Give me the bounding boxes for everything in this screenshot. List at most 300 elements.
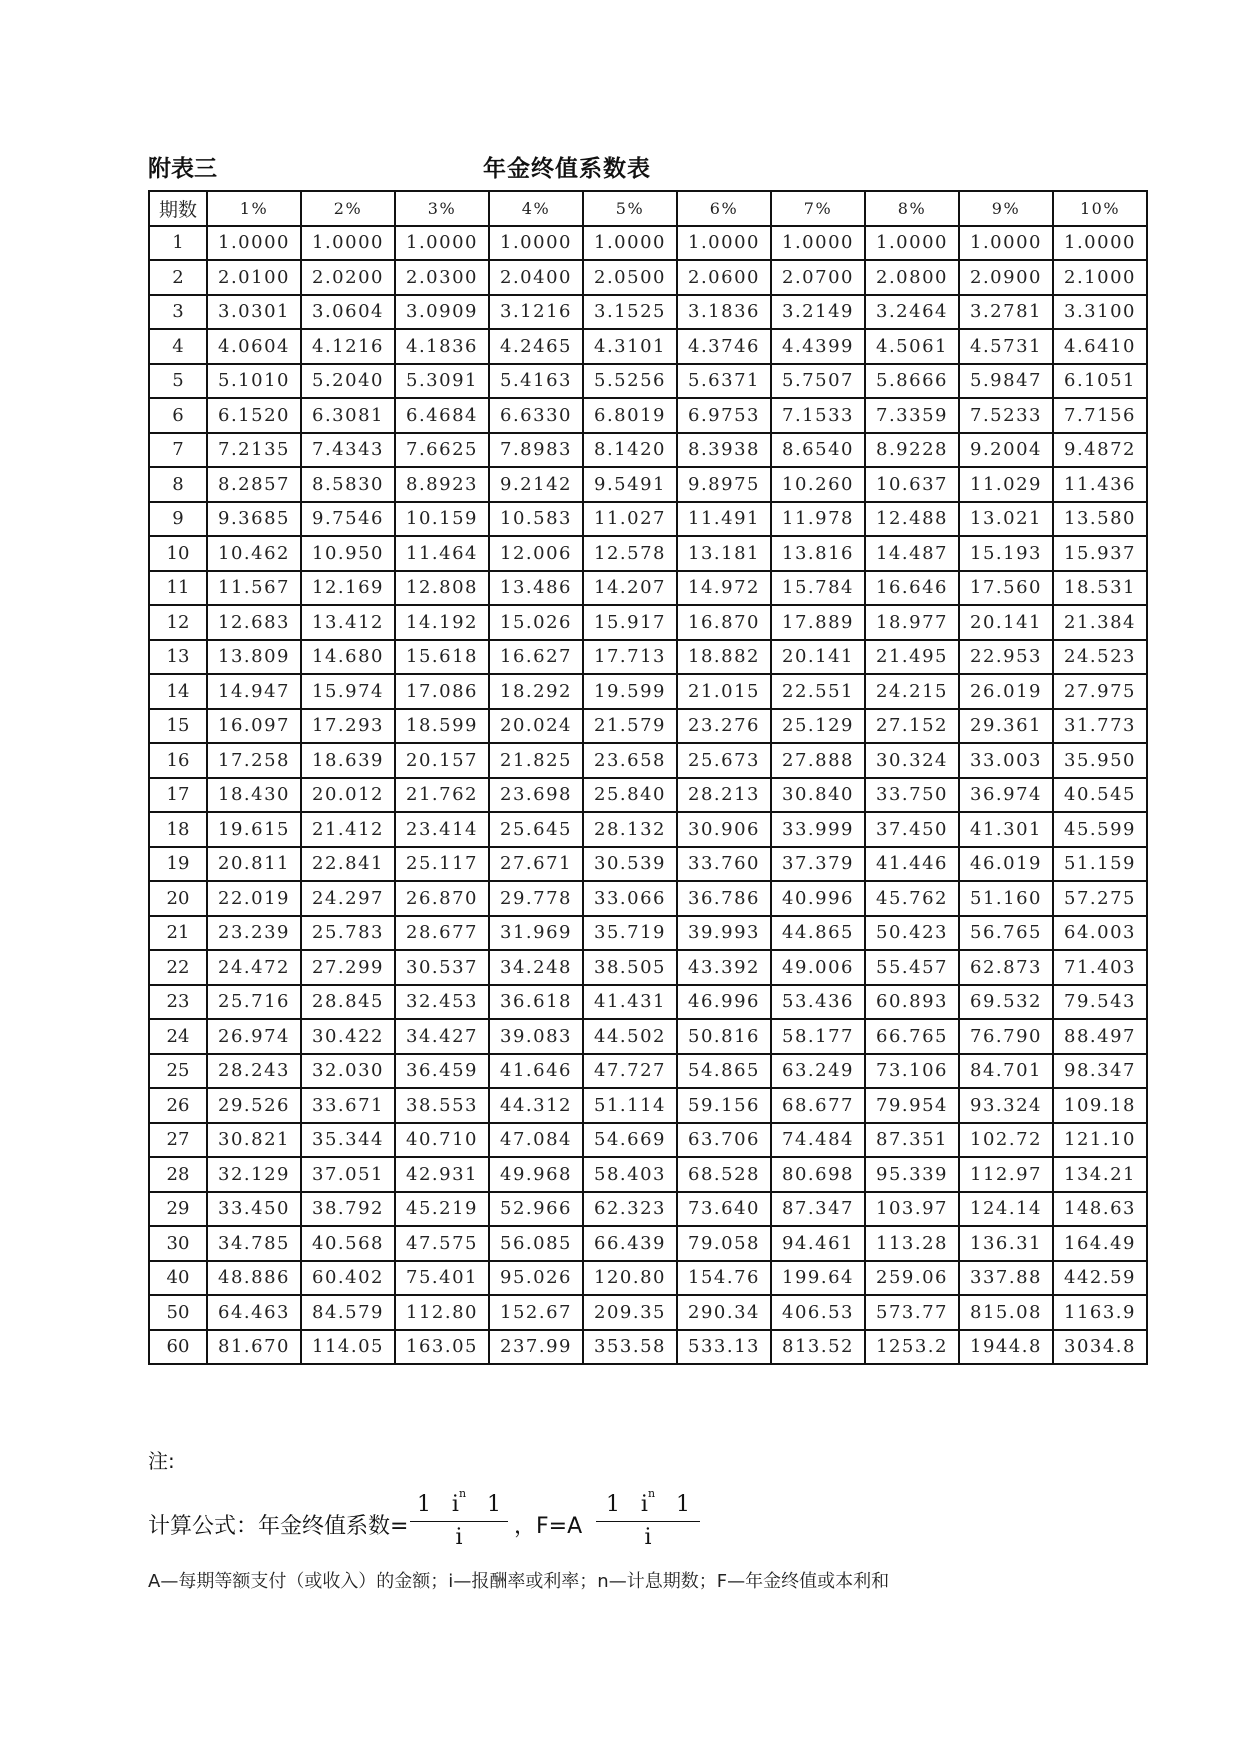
period-cell: 10 bbox=[149, 536, 207, 571]
factor-cell: 40.996 bbox=[771, 881, 865, 916]
table-row bbox=[149, 709, 1147, 744]
factor-cell: 2.0200 bbox=[301, 260, 395, 295]
factor-cell: 38.553 bbox=[395, 1088, 489, 1123]
factor-cell: 23.658 bbox=[583, 743, 677, 778]
factor-cell: 25.783 bbox=[301, 916, 395, 951]
table-row bbox=[149, 295, 1147, 330]
factor-cell: 2.0600 bbox=[677, 260, 771, 295]
factor-cell: 34.785 bbox=[207, 1226, 301, 1261]
factor-cell: 76.790 bbox=[959, 1019, 1053, 1054]
fraction-bar-2 bbox=[596, 1521, 700, 1522]
factor-cell: 15.917 bbox=[583, 605, 677, 640]
factor-cell: 5.3091 bbox=[395, 364, 489, 399]
period-cell: 9 bbox=[149, 502, 207, 537]
period-cell: 23 bbox=[149, 985, 207, 1020]
factor-cell: 4.3746 bbox=[677, 329, 771, 364]
table-row bbox=[149, 398, 1147, 433]
factor-cell: 337.88 bbox=[959, 1261, 1053, 1296]
factor-cell: 13.486 bbox=[489, 571, 583, 606]
factor-cell: 9.3685 bbox=[207, 502, 301, 537]
factor-cell: 5.6371 bbox=[677, 364, 771, 399]
factor-cell: 26.870 bbox=[395, 881, 489, 916]
factor-cell: 18.882 bbox=[677, 640, 771, 675]
factor-cell: 1.0000 bbox=[677, 226, 771, 261]
period-cell: 5 bbox=[149, 364, 207, 399]
factor-cell: 40.710 bbox=[395, 1123, 489, 1158]
factor-cell: 442.59 bbox=[1053, 1261, 1147, 1296]
factor-cell: 6.4684 bbox=[395, 398, 489, 433]
factor-cell: 44.865 bbox=[771, 916, 865, 951]
numerator-term-3: 1 bbox=[605, 1492, 620, 1517]
table-row bbox=[149, 778, 1147, 813]
factor-cell: 14.680 bbox=[301, 640, 395, 675]
table-row bbox=[149, 950, 1147, 985]
factor-cell: 28.132 bbox=[583, 812, 677, 847]
table-row bbox=[149, 536, 1147, 571]
factor-cell: 46.019 bbox=[959, 847, 1053, 882]
factor-cell: 25.673 bbox=[677, 743, 771, 778]
factor-cell: 74.484 bbox=[771, 1123, 865, 1158]
factor-cell: 15.974 bbox=[301, 674, 395, 709]
factor-cell: 12.808 bbox=[395, 571, 489, 606]
table-row bbox=[149, 1019, 1147, 1054]
factor-cell: 30.539 bbox=[583, 847, 677, 882]
factor-cell: 27.299 bbox=[301, 950, 395, 985]
factor-cell: 23.414 bbox=[395, 812, 489, 847]
factor-cell: 64.003 bbox=[1053, 916, 1147, 951]
factor-cell: 20.811 bbox=[207, 847, 301, 882]
factor-cell: 25.129 bbox=[771, 709, 865, 744]
factor-cell: 49.968 bbox=[489, 1157, 583, 1192]
factor-cell: 5.9847 bbox=[959, 364, 1053, 399]
factor-cell: 8.9228 bbox=[865, 433, 959, 468]
factor-cell: 12.488 bbox=[865, 502, 959, 537]
numerator-term-2: 1 bbox=[487, 1492, 502, 1517]
table-row bbox=[149, 1123, 1147, 1158]
factor-cell: 1.0000 bbox=[1053, 226, 1147, 261]
factor-cell: 15.937 bbox=[1053, 536, 1147, 571]
factor-cell: 3.1216 bbox=[489, 295, 583, 330]
factor-cell: 3.2149 bbox=[771, 295, 865, 330]
factor-cell: 19.599 bbox=[583, 674, 677, 709]
factor-cell: 7.5233 bbox=[959, 398, 1053, 433]
fraction-bar-1 bbox=[410, 1521, 508, 1522]
table-row bbox=[149, 847, 1147, 882]
factor-cell: 1.0000 bbox=[301, 226, 395, 261]
factor-cell: 1163.9 bbox=[1053, 1295, 1147, 1330]
factor-cell: 38.505 bbox=[583, 950, 677, 985]
factor-cell: 121.10 bbox=[1053, 1123, 1147, 1158]
table-row bbox=[149, 467, 1147, 502]
factor-cell: 28.677 bbox=[395, 916, 489, 951]
factor-cell: 7.1533 bbox=[771, 398, 865, 433]
table-row bbox=[149, 1088, 1147, 1123]
factor-cell: 13.809 bbox=[207, 640, 301, 675]
formula-denominator-2: i bbox=[644, 1525, 652, 1550]
factor-cell: 11.491 bbox=[677, 502, 771, 537]
factor-cell: 112.97 bbox=[959, 1157, 1053, 1192]
factor-cell: 27.671 bbox=[489, 847, 583, 882]
factor-cell: 4.1216 bbox=[301, 329, 395, 364]
factor-cell: 9.2142 bbox=[489, 467, 583, 502]
factor-cell: 9.8975 bbox=[677, 467, 771, 502]
period-cell: 40 bbox=[149, 1261, 207, 1296]
factor-cell: 2.0900 bbox=[959, 260, 1053, 295]
factor-cell: 38.792 bbox=[301, 1192, 395, 1227]
factor-cell: 13.816 bbox=[771, 536, 865, 571]
factor-cell: 8.6540 bbox=[771, 433, 865, 468]
factor-cell: 1944.8 bbox=[959, 1330, 1053, 1365]
factor-cell: 44.502 bbox=[583, 1019, 677, 1054]
period-cell: 15 bbox=[149, 709, 207, 744]
rate-column-header: 4% bbox=[489, 191, 583, 226]
rate-column-header: 9% bbox=[959, 191, 1053, 226]
note-label: 注: bbox=[148, 1449, 175, 1473]
factor-cell: 4.5731 bbox=[959, 329, 1053, 364]
factor-cell: 55.457 bbox=[865, 950, 959, 985]
factor-cell: 63.249 bbox=[771, 1054, 865, 1089]
factor-cell: 14.207 bbox=[583, 571, 677, 606]
factor-cell: 35.719 bbox=[583, 916, 677, 951]
factor-cell: 25.840 bbox=[583, 778, 677, 813]
factor-cell: 79.954 bbox=[865, 1088, 959, 1123]
factor-cell: 41.446 bbox=[865, 847, 959, 882]
period-cell: 3 bbox=[149, 295, 207, 330]
table-row bbox=[149, 226, 1147, 261]
factor-cell: 51.114 bbox=[583, 1088, 677, 1123]
factor-cell: 164.49 bbox=[1053, 1226, 1147, 1261]
factor-cell: 163.05 bbox=[395, 1330, 489, 1365]
table-row bbox=[149, 985, 1147, 1020]
period-cell: 27 bbox=[149, 1123, 207, 1158]
period-cell: 24 bbox=[149, 1019, 207, 1054]
factor-cell: 44.312 bbox=[489, 1088, 583, 1123]
factor-cell: 5.7507 bbox=[771, 364, 865, 399]
factor-cell: 11.464 bbox=[395, 536, 489, 571]
factor-cell: 15.784 bbox=[771, 571, 865, 606]
table-row bbox=[149, 329, 1147, 364]
factor-cell: 8.2857 bbox=[207, 467, 301, 502]
table-row bbox=[149, 674, 1147, 709]
factor-cell: 56.765 bbox=[959, 916, 1053, 951]
factor-cell: 95.026 bbox=[489, 1261, 583, 1296]
factor-cell: 18.531 bbox=[1053, 571, 1147, 606]
factor-cell: 94.461 bbox=[771, 1226, 865, 1261]
factor-cell: 36.618 bbox=[489, 985, 583, 1020]
factor-cell: 20.012 bbox=[301, 778, 395, 813]
factor-cell: 9.5491 bbox=[583, 467, 677, 502]
factor-cell: 29.361 bbox=[959, 709, 1053, 744]
period-cell: 21 bbox=[149, 916, 207, 951]
period-cell: 8 bbox=[149, 467, 207, 502]
factor-cell: 16.097 bbox=[207, 709, 301, 744]
table-row bbox=[149, 433, 1147, 468]
table-row bbox=[149, 743, 1147, 778]
factor-cell: 11.027 bbox=[583, 502, 677, 537]
factor-cell: 1.0000 bbox=[865, 226, 959, 261]
numerator-exponent-1: n bbox=[458, 1487, 467, 1500]
factor-cell: 47.084 bbox=[489, 1123, 583, 1158]
table-row bbox=[149, 1330, 1147, 1365]
factor-cell: 20.157 bbox=[395, 743, 489, 778]
table-row bbox=[149, 605, 1147, 640]
factor-cell: 13.181 bbox=[677, 536, 771, 571]
table-row bbox=[149, 1157, 1147, 1192]
factor-cell: 66.439 bbox=[583, 1226, 677, 1261]
numerator-rate-1: i bbox=[451, 1492, 459, 1517]
factor-cell: 21.384 bbox=[1053, 605, 1147, 640]
factor-cell: 199.64 bbox=[771, 1261, 865, 1296]
factor-cell: 17.086 bbox=[395, 674, 489, 709]
factor-cell: 16.870 bbox=[677, 605, 771, 640]
formula-denominator-1: i bbox=[455, 1525, 463, 1550]
factor-cell: 4.1836 bbox=[395, 329, 489, 364]
factor-cell: 25.716 bbox=[207, 985, 301, 1020]
period-cell: 12 bbox=[149, 605, 207, 640]
factor-cell: 8.1420 bbox=[583, 433, 677, 468]
factor-cell: 290.34 bbox=[677, 1295, 771, 1330]
factor-cell: 22.551 bbox=[771, 674, 865, 709]
factor-cell: 93.324 bbox=[959, 1088, 1053, 1123]
factor-cell: 17.293 bbox=[301, 709, 395, 744]
factor-cell: 71.403 bbox=[1053, 950, 1147, 985]
rate-column-header: 3% bbox=[395, 191, 489, 226]
factor-cell: 3.0301 bbox=[207, 295, 301, 330]
factor-cell: 79.058 bbox=[677, 1226, 771, 1261]
factor-cell: 8.8923 bbox=[395, 467, 489, 502]
factor-cell: 12.169 bbox=[301, 571, 395, 606]
factor-cell: 152.67 bbox=[489, 1295, 583, 1330]
factor-cell: 3.0604 bbox=[301, 295, 395, 330]
factor-cell: 32.453 bbox=[395, 985, 489, 1020]
factor-cell: 4.3101 bbox=[583, 329, 677, 364]
factor-cell: 47.575 bbox=[395, 1226, 489, 1261]
factor-cell: 64.463 bbox=[207, 1295, 301, 1330]
notes-section bbox=[148, 1445, 1148, 1592]
factor-cell: 12.683 bbox=[207, 605, 301, 640]
factor-cell: 3034.8 bbox=[1053, 1330, 1147, 1365]
factor-cell: 4.5061 bbox=[865, 329, 959, 364]
factor-cell: 20.141 bbox=[771, 640, 865, 675]
factor-cell: 2.0100 bbox=[207, 260, 301, 295]
rate-column-header: 1% bbox=[207, 191, 301, 226]
table-row bbox=[149, 571, 1147, 606]
factor-cell: 10.260 bbox=[771, 467, 865, 502]
factor-cell: 33.671 bbox=[301, 1088, 395, 1123]
factor-cell: 7.2135 bbox=[207, 433, 301, 468]
factor-cell: 36.974 bbox=[959, 778, 1053, 813]
factor-cell: 32.030 bbox=[301, 1054, 395, 1089]
rate-column-header: 10% bbox=[1053, 191, 1147, 226]
factor-cell: 16.646 bbox=[865, 571, 959, 606]
factor-cell: 87.351 bbox=[865, 1123, 959, 1158]
period-cell: 14 bbox=[149, 674, 207, 709]
factor-cell: 9.2004 bbox=[959, 433, 1053, 468]
factor-cell: 33.999 bbox=[771, 812, 865, 847]
factor-cell: 13.412 bbox=[301, 605, 395, 640]
factor-cell: 12.006 bbox=[489, 536, 583, 571]
factor-cell: 21.762 bbox=[395, 778, 489, 813]
factor-cell: 79.543 bbox=[1053, 985, 1147, 1020]
factor-cell: 45.219 bbox=[395, 1192, 489, 1227]
factor-cell: 6.8019 bbox=[583, 398, 677, 433]
factor-cell: 23.276 bbox=[677, 709, 771, 744]
appendix-label: 附表三 bbox=[148, 156, 217, 182]
numerator-rate-2: i bbox=[640, 1492, 648, 1517]
factor-cell: 54.669 bbox=[583, 1123, 677, 1158]
factor-cell: 28.243 bbox=[207, 1054, 301, 1089]
factor-cell: 18.599 bbox=[395, 709, 489, 744]
factor-cell: 10.159 bbox=[395, 502, 489, 537]
factor-cell: 6.1520 bbox=[207, 398, 301, 433]
factor-cell: 3.2464 bbox=[865, 295, 959, 330]
table-row bbox=[149, 1192, 1147, 1227]
factor-cell: 84.579 bbox=[301, 1295, 395, 1330]
period-cell: 19 bbox=[149, 847, 207, 882]
factor-cell: 45.762 bbox=[865, 881, 959, 916]
factor-cell: 9.7546 bbox=[301, 502, 395, 537]
period-cell: 30 bbox=[149, 1226, 207, 1261]
formula-fraction-1 bbox=[410, 1487, 508, 1557]
factor-cell: 27.888 bbox=[771, 743, 865, 778]
factor-cell: 35.950 bbox=[1053, 743, 1147, 778]
formula-fraction-2 bbox=[596, 1487, 700, 1557]
page-header bbox=[148, 150, 1148, 184]
factor-cell: 21.579 bbox=[583, 709, 677, 744]
factor-cell: 2.0500 bbox=[583, 260, 677, 295]
factor-cell: 34.248 bbox=[489, 950, 583, 985]
factor-cell: 259.06 bbox=[865, 1261, 959, 1296]
factor-cell: 30.324 bbox=[865, 743, 959, 778]
factor-cell: 1.0000 bbox=[583, 226, 677, 261]
factor-cell: 120.80 bbox=[583, 1261, 677, 1296]
factor-cell: 37.379 bbox=[771, 847, 865, 882]
numerator-exponent-2: n bbox=[647, 1487, 656, 1500]
table-body bbox=[149, 226, 1147, 1365]
factor-cell: 5.1010 bbox=[207, 364, 301, 399]
factor-cell: 124.14 bbox=[959, 1192, 1053, 1227]
factor-cell: 69.532 bbox=[959, 985, 1053, 1020]
period-cell: 50 bbox=[149, 1295, 207, 1330]
table-row bbox=[149, 881, 1147, 916]
factor-cell: 30.840 bbox=[771, 778, 865, 813]
period-cell: 28 bbox=[149, 1157, 207, 1192]
factor-cell: 2.0800 bbox=[865, 260, 959, 295]
factor-cell: 33.066 bbox=[583, 881, 677, 916]
table-row bbox=[149, 502, 1147, 537]
factor-cell: 11.029 bbox=[959, 467, 1053, 502]
factor-cell: 3.1525 bbox=[583, 295, 677, 330]
factor-cell: 33.760 bbox=[677, 847, 771, 882]
factor-cell: 68.528 bbox=[677, 1157, 771, 1192]
table-row bbox=[149, 260, 1147, 295]
factor-cell: 29.778 bbox=[489, 881, 583, 916]
factor-cell: 12.578 bbox=[583, 536, 677, 571]
factor-cell: 58.403 bbox=[583, 1157, 677, 1192]
factor-cell: 33.750 bbox=[865, 778, 959, 813]
factor-cell: 10.637 bbox=[865, 467, 959, 502]
factor-cell: 22.953 bbox=[959, 640, 1053, 675]
factor-cell: 813.52 bbox=[771, 1330, 865, 1365]
page-title: 年金终值系数表 bbox=[483, 156, 651, 182]
factor-cell: 14.947 bbox=[207, 674, 301, 709]
factor-cell: 17.560 bbox=[959, 571, 1053, 606]
period-cell: 2 bbox=[149, 260, 207, 295]
factor-cell: 5.5256 bbox=[583, 364, 677, 399]
factor-cell: 59.156 bbox=[677, 1088, 771, 1123]
factor-cell: 30.537 bbox=[395, 950, 489, 985]
factor-cell: 21.015 bbox=[677, 674, 771, 709]
period-cell: 22 bbox=[149, 950, 207, 985]
period-cell: 13 bbox=[149, 640, 207, 675]
factor-cell: 20.024 bbox=[489, 709, 583, 744]
factor-cell: 41.301 bbox=[959, 812, 1053, 847]
period-cell: 11 bbox=[149, 571, 207, 606]
factor-cell: 14.972 bbox=[677, 571, 771, 606]
table-row bbox=[149, 1054, 1147, 1089]
period-cell: 20 bbox=[149, 881, 207, 916]
factor-cell: 58.177 bbox=[771, 1019, 865, 1054]
factor-cell: 36.459 bbox=[395, 1054, 489, 1089]
annuity-future-value-table bbox=[148, 190, 1148, 1365]
factor-cell: 10.950 bbox=[301, 536, 395, 571]
factor-cell: 27.975 bbox=[1053, 674, 1147, 709]
factor-cell: 10.462 bbox=[207, 536, 301, 571]
rate-column-header: 6% bbox=[677, 191, 771, 226]
factor-cell: 54.865 bbox=[677, 1054, 771, 1089]
period-cell: 29 bbox=[149, 1192, 207, 1227]
factor-cell: 21.825 bbox=[489, 743, 583, 778]
factor-cell: 6.1051 bbox=[1053, 364, 1147, 399]
factor-cell: 21.495 bbox=[865, 640, 959, 675]
factor-cell: 48.886 bbox=[207, 1261, 301, 1296]
factor-cell: 6.6330 bbox=[489, 398, 583, 433]
factor-cell: 13.580 bbox=[1053, 502, 1147, 537]
factor-cell: 98.347 bbox=[1053, 1054, 1147, 1089]
factor-cell: 20.141 bbox=[959, 605, 1053, 640]
factor-cell: 4.6410 bbox=[1053, 329, 1147, 364]
factor-cell: 30.906 bbox=[677, 812, 771, 847]
factor-cell: 9.4872 bbox=[1053, 433, 1147, 468]
factor-cell: 25.645 bbox=[489, 812, 583, 847]
factor-cell: 39.993 bbox=[677, 916, 771, 951]
factor-cell: 24.472 bbox=[207, 950, 301, 985]
factor-cell: 88.497 bbox=[1053, 1019, 1147, 1054]
factor-cell: 2.0400 bbox=[489, 260, 583, 295]
factor-cell: 40.568 bbox=[301, 1226, 395, 1261]
factor-cell: 103.97 bbox=[865, 1192, 959, 1227]
factor-cell: 8.5830 bbox=[301, 467, 395, 502]
factor-cell: 51.160 bbox=[959, 881, 1053, 916]
factor-cell: 33.450 bbox=[207, 1192, 301, 1227]
table-header-row bbox=[149, 191, 1147, 226]
factor-cell: 46.996 bbox=[677, 985, 771, 1020]
factor-cell: 63.706 bbox=[677, 1123, 771, 1158]
factor-cell: 62.873 bbox=[959, 950, 1053, 985]
formula-numerator-1 bbox=[410, 1487, 508, 1517]
factor-cell: 18.430 bbox=[207, 778, 301, 813]
table-row bbox=[149, 1295, 1147, 1330]
period-cell: 7 bbox=[149, 433, 207, 468]
factor-cell: 5.8666 bbox=[865, 364, 959, 399]
factor-cell: 22.019 bbox=[207, 881, 301, 916]
factor-cell: 53.436 bbox=[771, 985, 865, 1020]
factor-cell: 109.18 bbox=[1053, 1088, 1147, 1123]
factor-cell: 33.003 bbox=[959, 743, 1053, 778]
formula-label: 计算公式：年金终值系数= bbox=[148, 1514, 409, 1539]
factor-cell: 2.1000 bbox=[1053, 260, 1147, 295]
factor-cell: 42.931 bbox=[395, 1157, 489, 1192]
